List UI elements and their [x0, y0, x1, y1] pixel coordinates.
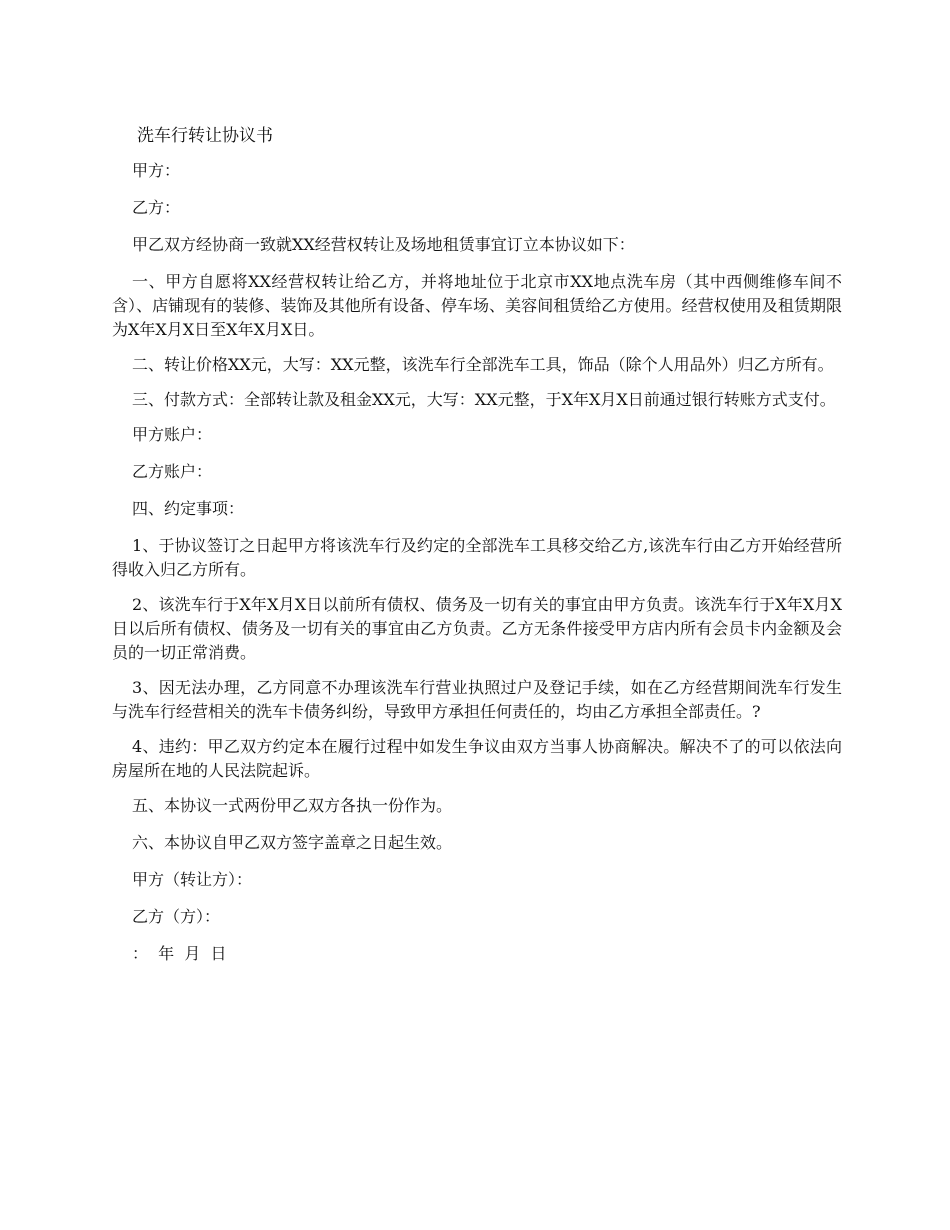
agreement-item-3: 3、因无法办理，乙方同意不办理该洗车行营业执照过户及登记手续，如在乙方经营期间洗车行发生与洗车行经营相关的洗车卡债务纠纷，导致甲方承担任何责任的，均由乙方承担全部责任。?: [112, 678, 842, 721]
date-line: ： 年 月 日: [132, 944, 227, 963]
party-b-line: 乙方：: [132, 198, 181, 217]
signature-party-a: 甲方（转让方）：: [132, 870, 253, 889]
account-b-line: 乙方账户：: [132, 462, 213, 481]
account-a-line: 甲方账户：: [132, 425, 213, 444]
intro-paragraph: 甲乙双方经协商一致就XX经营权转让及场地租赁事宜订立本协议如下：: [132, 235, 635, 254]
clause-1-paragraph: 一、甲方自愿将XX经营权转让给乙方，并将地址位于北京市XX地点洗车房（其中西侧维修车间不含）、店铺现有的装修、装饰及其他所有设备、停车场、美容间租赁给乙方使用。经营权使用及租赁期限为X年X月X日至X年X月X日。: [112, 272, 842, 339]
agreement-item-2: 2、该洗车行于X年X月X日以前所有债权、债务及一切有关的事宜由甲方负责。该洗车行于X年X月X日以后所有债权、债务及一切有关的事宜由乙方负责。乙方无条件接受甲方店内所有会员卡内金额及会员的一切正常消费。: [112, 595, 842, 662]
document-body: [112, 122, 842, 966]
clause-4-heading: 四、约定事项：: [132, 499, 245, 518]
clause-3-paragraph: 三、付款方式：全部转让款及租金XX元，大写：XX元整，于X年X月X日前通过银行转账方式支付。: [132, 390, 836, 409]
document-title: 洗车行转让协议书: [137, 126, 273, 146]
party-a-line: 甲方：: [132, 161, 181, 180]
clause-2-paragraph: 二、转让价格XX元，大写：XX元整，该洗车行全部洗车工具，饰品（除个人用品外）归乙方所有。: [132, 355, 834, 374]
agreement-item-4: 4、违约：甲乙双方约定本在履行过程中如发生争议由双方当事人协商解决。解决不了的可以依法向房屋所在地的人民法院起诉。: [112, 737, 842, 780]
clause-6-paragraph: 六、本协议自甲乙双方签字盖章之日起生效。: [132, 833, 453, 852]
signature-party-b: 乙方（方）：: [132, 907, 221, 926]
clause-5-paragraph: 五、本协议一式两份甲乙双方各执一份作为。: [132, 796, 453, 815]
agreement-item-1: 1、于协议签订之日起甲方将该洗车行及约定的全部洗车工具移交给乙方,该洗车行由乙方开始经营所得收入归乙方所有。: [112, 536, 842, 579]
